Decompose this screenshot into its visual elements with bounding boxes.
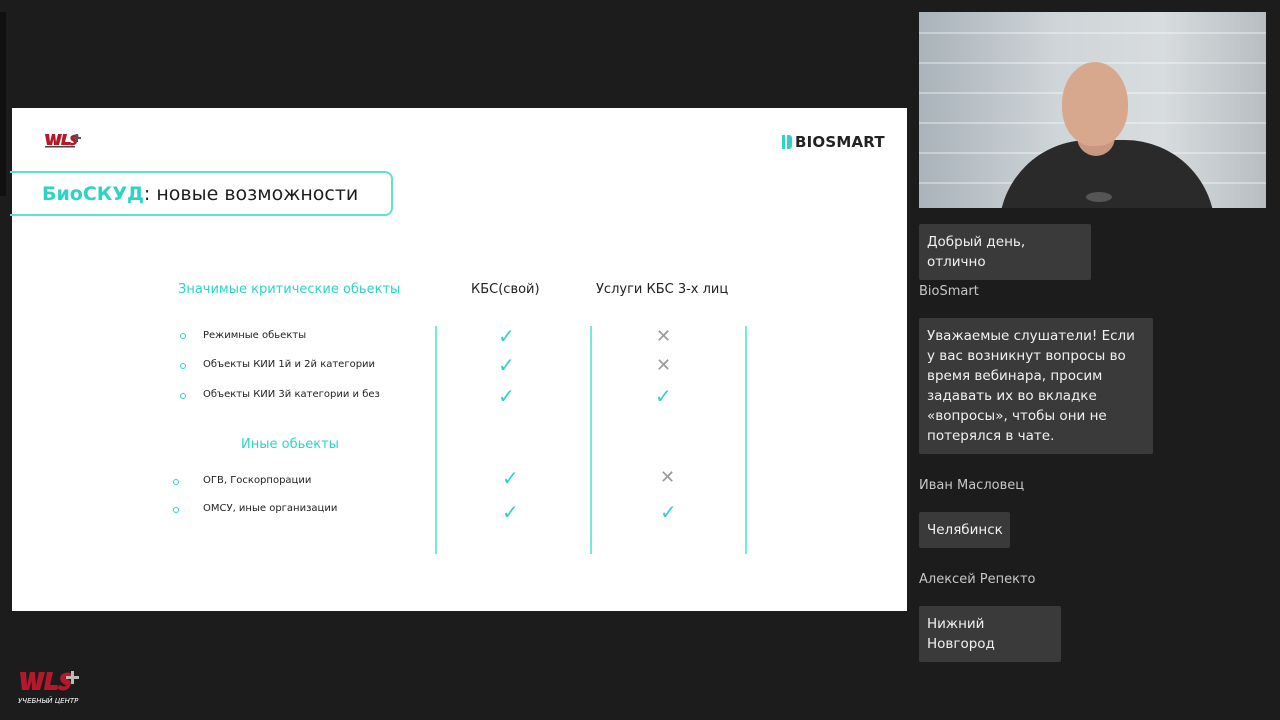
title-rest: : новые возможности xyxy=(143,182,359,205)
chat-author: BioSmart xyxy=(919,284,979,299)
window-blind xyxy=(919,32,1266,34)
check-icon: ✓ xyxy=(498,384,515,408)
cross-icon: ✕ xyxy=(656,355,672,376)
chat-message: Челябинск xyxy=(919,512,1010,548)
company-logo-icon xyxy=(43,130,83,148)
header-objects: Значимые критические обьекты xyxy=(178,282,401,297)
training-center-logo-icon xyxy=(18,668,82,708)
left-edge-strip xyxy=(0,12,6,196)
speaker-head xyxy=(1062,62,1128,146)
brand-name: BIOSMART xyxy=(795,133,885,151)
biosmart-mark-icon xyxy=(782,135,792,149)
divider-line xyxy=(590,326,592,554)
cross-icon: ✕ xyxy=(656,326,672,347)
bullet-icon xyxy=(180,393,186,399)
bullet-icon xyxy=(173,479,179,485)
row-label: ОГВ, Госкорпорации xyxy=(203,475,312,486)
presentation-slide xyxy=(12,108,907,611)
row-label: Объекты КИИ 3й категории и без xyxy=(203,389,380,400)
title-accent: БиоСКУД xyxy=(42,182,144,205)
divider-line xyxy=(745,326,747,554)
check-icon: ✓ xyxy=(660,500,677,524)
check-icon: ✓ xyxy=(655,384,672,408)
chat-author: Алексей Репекто xyxy=(919,572,1036,587)
check-icon: ✓ xyxy=(498,324,515,348)
check-icon: ✓ xyxy=(498,353,515,377)
row-label: Режимные обьекты xyxy=(203,330,307,341)
bullet-icon xyxy=(173,507,179,513)
check-icon: ✓ xyxy=(502,466,519,490)
header-third-party: Услуги КБС 3-х лиц xyxy=(596,282,729,297)
chat-author: Иван Масловец xyxy=(919,478,1025,493)
chat-message: Уважаемые слушатели! Если у вас возникнут вопросы во время вебинара, просим задавать их во вкладке «вопросы», чтобы они не потерялся в чате. xyxy=(919,318,1153,454)
bullet-icon xyxy=(180,333,186,339)
check-icon: ✓ xyxy=(502,500,519,524)
divider-line xyxy=(435,326,437,554)
chat-message: Добрый день, отлично xyxy=(919,224,1091,280)
biosmart-brand xyxy=(782,132,885,152)
shirt-logo xyxy=(1086,192,1112,202)
row-label: ОМСУ, иные организации xyxy=(203,503,338,514)
chat-message: Нижний Новгород xyxy=(919,606,1061,662)
section-other-objects: Иные обьекты xyxy=(241,437,339,452)
training-center-caption: УЧЕБНЫЙ ЦЕНТР xyxy=(18,697,79,705)
slide-title xyxy=(10,171,393,216)
row-label: Объекты КИИ 1й и 2й категории xyxy=(203,359,376,370)
bullet-icon xyxy=(180,363,186,369)
speaker-video[interactable] xyxy=(919,12,1266,208)
cross-icon: ✕ xyxy=(660,467,676,488)
header-own: КБС(свой) xyxy=(471,282,540,297)
